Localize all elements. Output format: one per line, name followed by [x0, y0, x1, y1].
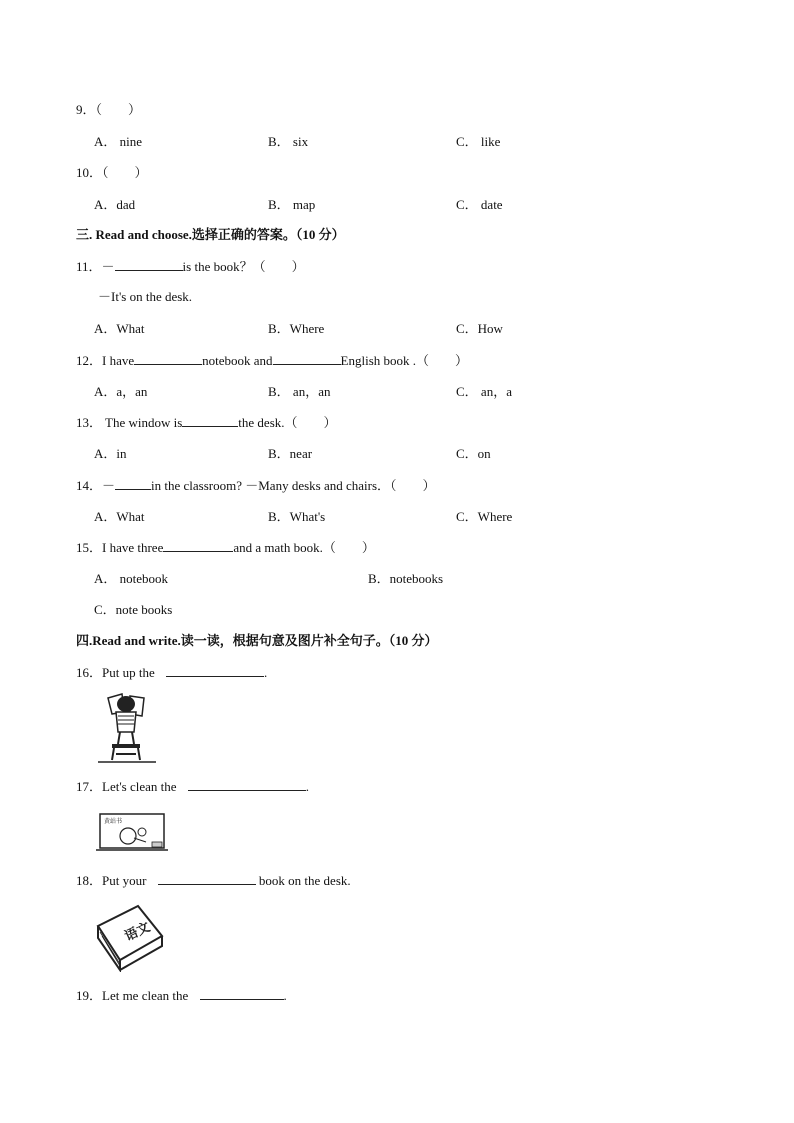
child-hanging-picture-illustration	[96, 690, 160, 766]
question-11-reply: －It's on the desk.	[98, 289, 193, 304]
option-a[interactable]: A．dad	[94, 197, 136, 212]
question-text: English book .（ ）	[340, 353, 469, 368]
blackboard-illustration	[96, 812, 168, 854]
question-15	[76, 539, 375, 556]
option-c[interactable]: C．on	[456, 446, 491, 461]
answer-blank[interactable]	[166, 664, 264, 677]
question-text: .	[263, 665, 268, 680]
question-text: 14．－	[76, 478, 116, 493]
answer-blank[interactable]	[163, 539, 233, 552]
question-10	[76, 165, 148, 181]
option-c[interactable]: C．note books	[94, 602, 173, 617]
question-17	[76, 778, 309, 795]
question-text: 19．Let me clean the	[76, 988, 189, 1003]
answer-paren: （ ）	[95, 102, 142, 117]
question-text: is the book？（ ）	[182, 259, 305, 274]
question-text: 12．I have	[76, 353, 135, 368]
question-16	[76, 664, 267, 681]
answer-blank[interactable]	[115, 258, 183, 271]
question-text: notebook and	[202, 353, 273, 368]
chinese-book-illustration	[94, 902, 166, 972]
question-18	[76, 872, 351, 889]
question-text: in the classroom? －Many desks and chairs．（ ）	[151, 478, 436, 493]
answer-blank[interactable]	[200, 987, 284, 1000]
option-a[interactable]: A．What	[94, 509, 145, 524]
option-c[interactable]: C． an，a	[456, 384, 512, 399]
answer-blank[interactable]	[182, 414, 238, 427]
question-12	[76, 352, 468, 369]
question-19	[76, 987, 287, 1004]
question-text: and a math book.（ ）	[233, 540, 375, 555]
answer-paren: （ ）	[102, 165, 148, 180]
board-label: 黄站书	[104, 818, 123, 825]
question-text: .	[283, 988, 287, 1003]
answer-blank[interactable]	[273, 352, 341, 365]
section-3-title: 三. Read and choose.选择正确的答案。（10 分）	[76, 227, 345, 242]
option-b[interactable]: B． map	[268, 197, 316, 212]
option-c[interactable]: C．Where	[456, 509, 513, 524]
option-b[interactable]: B． an，an	[268, 384, 331, 399]
question-text: 13． The window is	[76, 415, 183, 430]
option-a[interactable]: A．What	[94, 321, 145, 336]
question-text: 17．Let's clean the	[76, 779, 177, 794]
question-text: 18．Put your	[76, 873, 147, 888]
question-text: 15．I have three	[76, 540, 164, 555]
question-text: 16．Put up the	[76, 665, 155, 680]
book-label: 语文	[122, 919, 153, 945]
option-b[interactable]: B．What's	[268, 509, 326, 524]
option-c[interactable]: C．How	[456, 321, 503, 336]
section-4-title: 四.Read and write.读一读，根据句意及图片补全句子。（10 分）	[76, 633, 438, 648]
question-11	[76, 258, 305, 275]
option-a[interactable]: A．a，an	[94, 384, 148, 399]
answer-blank[interactable]	[134, 352, 202, 365]
answer-blank[interactable]	[158, 872, 256, 885]
option-a[interactable]: A． nine	[94, 134, 143, 149]
option-c[interactable]: C． date	[456, 197, 503, 212]
option-a[interactable]: A． notebook	[94, 571, 169, 586]
question-text: the desk.（ ）	[238, 415, 337, 430]
question-text: .	[305, 779, 310, 794]
answer-blank[interactable]	[188, 778, 306, 791]
question-number: 9．	[76, 102, 96, 117]
question-13	[76, 414, 337, 431]
option-c[interactable]: C． like	[456, 134, 501, 149]
question-text: book on the desk.	[258, 873, 351, 888]
question-14	[76, 477, 436, 494]
option-b[interactable]: B．Where	[268, 321, 325, 336]
option-b[interactable]: B． six	[268, 134, 309, 149]
option-b[interactable]: B．near	[268, 446, 313, 461]
question-number: 10．	[76, 165, 103, 180]
answer-blank[interactable]	[115, 477, 151, 490]
option-a[interactable]: A．in	[94, 446, 127, 461]
option-b[interactable]: B．notebooks	[368, 571, 444, 586]
question-text: 11．－	[76, 259, 115, 274]
question-9	[76, 102, 141, 118]
